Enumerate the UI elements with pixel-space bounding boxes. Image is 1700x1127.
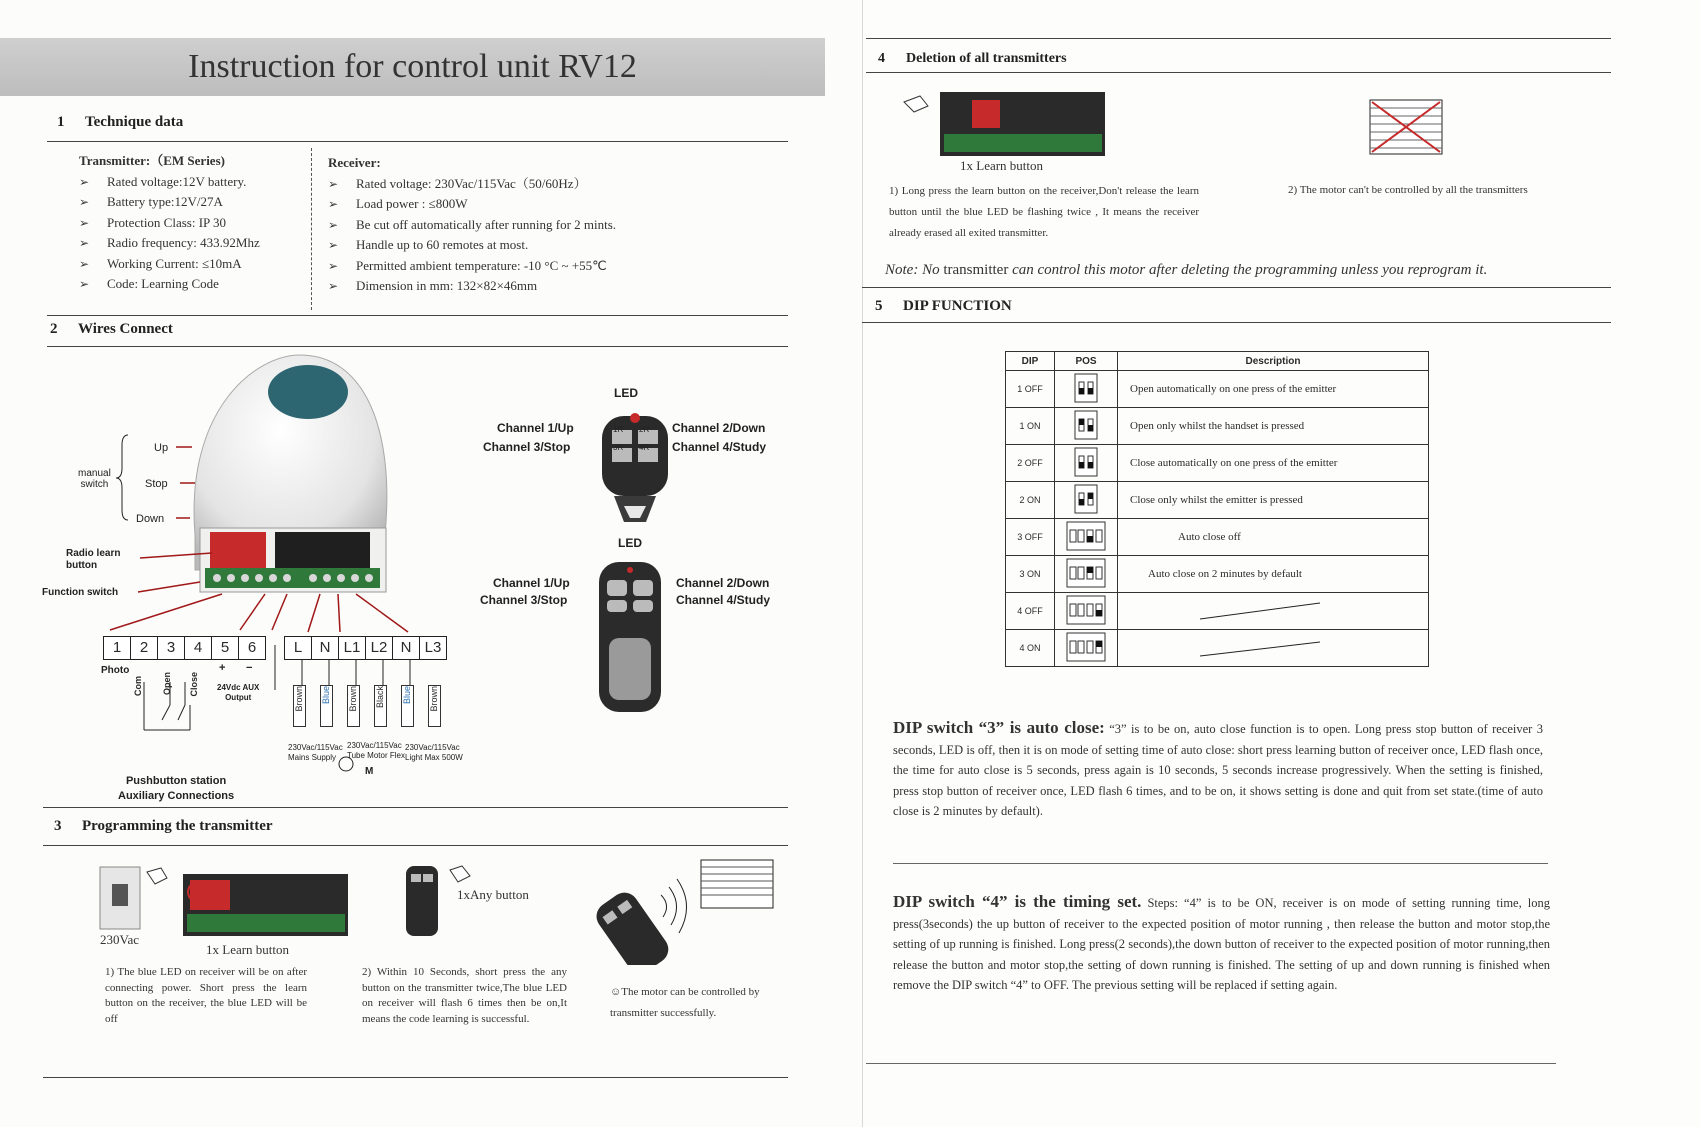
transmitter-spec <box>79 151 260 295</box>
pos-cell <box>1055 593 1118 630</box>
open-label: Open <box>162 672 172 696</box>
table-row <box>1006 519 1429 556</box>
dip4-paragraph <box>893 892 1550 996</box>
wire-label: Blue <box>402 686 412 705</box>
terminal: N <box>311 636 339 660</box>
dip-switch-block <box>210 532 266 568</box>
remote-button-4r: 4R <box>639 443 650 452</box>
channel-1-label: Channel 1/Up <box>497 421 574 435</box>
dip-cell: 2 ON <box>1006 482 1055 519</box>
desc-cell: Auto close off <box>1118 519 1429 556</box>
spec-item: ➢ Permitted ambient temperature: -10 °C ~ +55℃ <box>328 256 616 277</box>
dip-switch-icon <box>1066 595 1106 625</box>
programming-step-3: ☺The motor can be controlled by transmitter successfully. <box>610 986 760 1019</box>
pos-cell <box>1055 371 1118 408</box>
transmitter-heading: Transmitter:（EM Series) <box>79 153 225 168</box>
deletion-step-1: 1) Long press the learn button on the receiver,Don't release the learn button until the blue LED be flashing twice , It means the receiver already erased all exited transmitter. <box>889 185 1199 239</box>
section-number: 1 <box>57 114 65 130</box>
led-label-2: LED <box>618 536 642 550</box>
column-header: Description <box>1118 352 1429 371</box>
remote-button-2r: 2R <box>639 425 650 434</box>
channel-2-label: Channel 2/Down <box>676 576 770 590</box>
output-text: Output <box>225 693 252 702</box>
remote-4-button-icon <box>598 410 673 528</box>
divider <box>866 72 1611 73</box>
terminal: 5 <box>211 636 239 660</box>
spec-item: ➢ Handle up to 60 remotes at most. <box>328 235 616 256</box>
section-2-heading <box>50 321 173 338</box>
table-row <box>1006 630 1429 667</box>
spec-item: ➢ Dimension in mm: 132×82×46mm <box>328 276 616 297</box>
radio-learn-text: Radio learn <box>66 548 121 559</box>
spec-item: ➢ Radio frequency: 433.92Mhz <box>79 233 260 254</box>
spec-item: ➢ Rated voltage:12V battery. <box>79 172 260 193</box>
table-row <box>1006 556 1429 593</box>
dip-switch-icon <box>1066 558 1106 588</box>
divider <box>43 1077 788 1078</box>
receiver-heading: Receiver: <box>328 155 381 170</box>
dip-switch-icon <box>1074 373 1098 403</box>
dip-cell: 1 ON <box>1006 408 1055 445</box>
dip3-title: DIP switch “3” is auto close: <box>893 718 1105 737</box>
pos-cell <box>1055 482 1118 519</box>
switch-text: switch <box>80 479 109 490</box>
terminal: 1 <box>103 636 131 660</box>
dip3-text: “3” is to be on, auto close function is to open. Long press stop button of receiver 3 seconds, LED is off, then it is on mode of setting time of auto close: short press learning button of receiver once, LED flash once, the time for auto close is 5 seconds, press again is 10 seconds, 5 seconds increase progressively. When the setting is finished, press stop button of receiver once, LED flash 6 times, and to be on, it shows setting is done and quit from set state.(time of auto close is 2 minutes by default). <box>893 722 1544 818</box>
channel-2-label: Channel 2/Down <box>672 421 766 435</box>
spec-item: ➢ Working Current: ≤10mA <box>79 254 260 275</box>
light-text: Light Max 500W <box>405 753 463 762</box>
dip-cell: 2 OFF <box>1006 445 1055 482</box>
wire-label: Brown <box>429 686 439 712</box>
dip-switch-icon <box>1074 447 1098 477</box>
manual-text: manual <box>78 468 111 479</box>
auxiliary-text: Auxiliary Connections <box>118 790 235 802</box>
pos-cell <box>1055 445 1118 482</box>
terminal: N <box>392 636 420 660</box>
minus-label: − <box>246 662 253 674</box>
remote-button-3r: 3R <box>613 443 624 452</box>
terminal: L3 <box>419 636 447 660</box>
pushbutton-label <box>118 774 234 804</box>
note-word: transmitter <box>943 262 1009 278</box>
blank-strike-line <box>1130 595 1410 625</box>
wire-brown <box>347 685 360 727</box>
terminal: 6 <box>238 636 266 660</box>
divider <box>43 845 788 846</box>
channel-3-label: Channel 3/Stop <box>483 440 571 454</box>
section-title: DIP FUNCTION <box>903 298 1012 314</box>
pos-cell <box>1055 408 1118 445</box>
pos-cell <box>1055 630 1118 667</box>
wire-label: Brown <box>294 686 304 712</box>
led-lens <box>268 365 348 419</box>
dip-switch-icon <box>1074 484 1098 514</box>
wire-black <box>374 685 387 727</box>
aux-text: 24Vdc AUX <box>217 683 260 692</box>
tube-voltage: 230Vac/115Vac <box>347 741 402 750</box>
receiver-spec <box>328 153 616 297</box>
dip-cell: 3 OFF <box>1006 519 1055 556</box>
divider <box>893 863 1548 864</box>
spec-item: ➢ Be cut off automatically after running for 2 mints. <box>328 215 616 236</box>
spec-item: ➢ Code: Learning Code <box>79 274 260 295</box>
dip-switch-icon <box>1074 410 1098 440</box>
note-prefix: Note: No <box>885 262 944 278</box>
wire-label: Black <box>375 686 385 709</box>
section-number: 3 <box>54 818 62 834</box>
column-header: DIP <box>1006 352 1055 371</box>
close-label: Close <box>189 672 199 697</box>
function-switch-label: Function switch <box>42 587 119 598</box>
column-header: POS <box>1055 352 1118 371</box>
divider <box>47 315 788 316</box>
manual-switch-label <box>78 468 111 490</box>
section-3-heading <box>54 818 273 835</box>
spec-item: ➢ Load power : ≤800W <box>328 194 616 215</box>
terminal: L <box>284 636 312 660</box>
channel-1-label: Channel 1/Up <box>493 576 570 590</box>
wire-label: Brown <box>348 686 358 712</box>
divider <box>47 346 788 347</box>
remote-2-button-icon <box>595 558 665 718</box>
table-row <box>1006 482 1429 519</box>
channel-3-label: Channel 3/Stop <box>480 593 568 607</box>
blank-strike-line <box>1130 632 1410 662</box>
channel-4-label: Channel 4/Study <box>672 440 767 454</box>
table-row <box>1006 371 1429 408</box>
radio-learn-label <box>66 548 120 572</box>
manual-down-label: Down <box>136 513 165 525</box>
dip-function-table <box>1005 351 1429 667</box>
light-voltage: 230Vac/115Vac <box>405 743 460 752</box>
dip-cell: 3 ON <box>1006 556 1055 593</box>
mains-text: Mains Supply <box>288 753 337 762</box>
divider <box>43 807 788 808</box>
control-unit-diagram <box>40 350 500 800</box>
remote-to-door-icon <box>583 855 783 965</box>
spec-item: ➢ Rated voltage: 230Vac/115Vac（50/60Hz） <box>328 174 616 195</box>
title-banner <box>0 38 825 96</box>
terminal: 2 <box>130 636 158 660</box>
wire-brown <box>293 685 306 727</box>
terminal: L2 <box>365 636 393 660</box>
note-suffix: can control this motor after deleting the programming unless you reprogram it. <box>1008 262 1488 278</box>
desc-cell <box>1118 593 1429 630</box>
wire-label: Blue <box>321 686 331 705</box>
section-title: Programming the transmitter <box>82 818 273 834</box>
wire-blue <box>401 685 414 727</box>
section-number: 5 <box>875 298 883 314</box>
photo-label: Photo <box>101 665 130 676</box>
pushbutton-text: Pushbutton station <box>125 775 227 787</box>
learn-board-icon <box>900 88 1110 163</box>
door-crossed-icon <box>1368 98 1444 156</box>
divider <box>866 1063 1556 1064</box>
section-title: Technique data <box>85 114 184 130</box>
table-header-row <box>1006 352 1429 371</box>
pos-cell <box>1055 556 1118 593</box>
vac-label: 230Vac <box>100 932 139 947</box>
desc-cell: Close automatically on one press of the emitter <box>1118 445 1429 482</box>
divider <box>866 38 1611 39</box>
section-number: 2 <box>50 321 58 337</box>
mains-supply-label <box>288 743 343 763</box>
section-title: Deletion of all transmitters <box>906 51 1067 66</box>
dip4-text: Steps: “4” is to be ON, receiver is on mode of setting running time, long press(3seconds) the up button of receiver to the expected position of motor running , then release the button and motor stop,the setting of up running is finished. Long press(2 seconds),the down button of receiver to the expected position of motor running,then release the button and motor stop,the setting of down running is finished. The setting of up and down running is finished when remove the DIP switch “4” to OFF. The previous setting will be replaced if setting again. <box>893 896 1550 992</box>
dip-switch-icon <box>1066 632 1106 662</box>
spec-item: ➢ Protection Class: IP 30 <box>79 213 260 234</box>
programming-step-2: 2) Within 10 Seconds, short press the any button on the transmitter twice,The blue LED on receiver will flash 6 times then be on,It means the code learning is successful. <box>362 966 567 1025</box>
wire-brown <box>428 685 441 727</box>
dip3-paragraph <box>893 718 1543 822</box>
desc-cell <box>1118 630 1429 667</box>
terminal: 3 <box>157 636 185 660</box>
mains-voltage: 230Vac/115Vac <box>288 743 343 752</box>
learn-button-label: 1x Learn button <box>960 158 1044 173</box>
spec-divider <box>311 148 312 310</box>
table-row <box>1006 593 1429 630</box>
button-text: button <box>66 560 98 571</box>
section-5-heading <box>875 298 1012 315</box>
deletion-step-2: 2) The motor can't be controlled by all the transmitters <box>1288 184 1528 196</box>
channel-4-label: Channel 4/Study <box>676 593 771 607</box>
section-title: Wires Connect <box>78 321 173 337</box>
terminal: L1 <box>338 636 366 660</box>
section-1-heading <box>57 114 183 131</box>
light-label <box>405 743 463 763</box>
table-row <box>1006 445 1429 482</box>
led-label-1: LED <box>614 386 638 400</box>
any-button-label: 1xAny button <box>457 887 529 902</box>
learn-button-label: 1x Learn button <box>206 942 290 957</box>
desc-cell: Close only whilst the emitter is pressed <box>1118 482 1429 519</box>
breaker-and-board-icon <box>95 862 355 942</box>
desc-cell: Auto close on 2 minutes by default <box>1118 556 1429 593</box>
divider <box>47 141 788 142</box>
dip-switch-icon <box>1066 521 1106 551</box>
divider <box>862 287 1611 288</box>
divider <box>862 322 1611 323</box>
com-label: Com <box>133 676 143 696</box>
dip4-title: DIP switch “4” is the timing set. <box>893 892 1142 911</box>
remote-button-1r: 1R <box>613 425 624 434</box>
manual-stop-label: Stop <box>145 478 168 490</box>
section-number: 4 <box>878 51 885 66</box>
tube-motor-label <box>347 741 405 761</box>
manual-up-label: Up <box>154 442 169 454</box>
plus-label: + <box>219 662 226 674</box>
programming-step-1: 1) The blue LED on receiver will be on after connecting power. Short press the learn button on the receiver, the blue LED will be off <box>105 966 307 1025</box>
desc-cell: Open only whilst the handset is pressed <box>1118 408 1429 445</box>
section-4-heading <box>878 51 1067 67</box>
page-title: Instruction for control unit RV12 <box>188 48 637 85</box>
desc-cell: Open automatically on one press of the emitter <box>1118 371 1429 408</box>
dip-cell: 1 OFF <box>1006 371 1055 408</box>
pos-cell <box>1055 519 1118 556</box>
dip-cell: 4 OFF <box>1006 593 1055 630</box>
wire-blue <box>320 685 333 727</box>
tube-text: Tube Motor Flex <box>347 751 405 760</box>
dip-cell: 4 ON <box>1006 630 1055 667</box>
spec-item: ➢ Battery type:12V/27A <box>79 192 260 213</box>
terminal: 4 <box>184 636 212 660</box>
deletion-note <box>885 262 1487 279</box>
table-row <box>1006 408 1429 445</box>
motor-label: M <box>365 766 374 777</box>
aux-output-label <box>217 683 259 703</box>
